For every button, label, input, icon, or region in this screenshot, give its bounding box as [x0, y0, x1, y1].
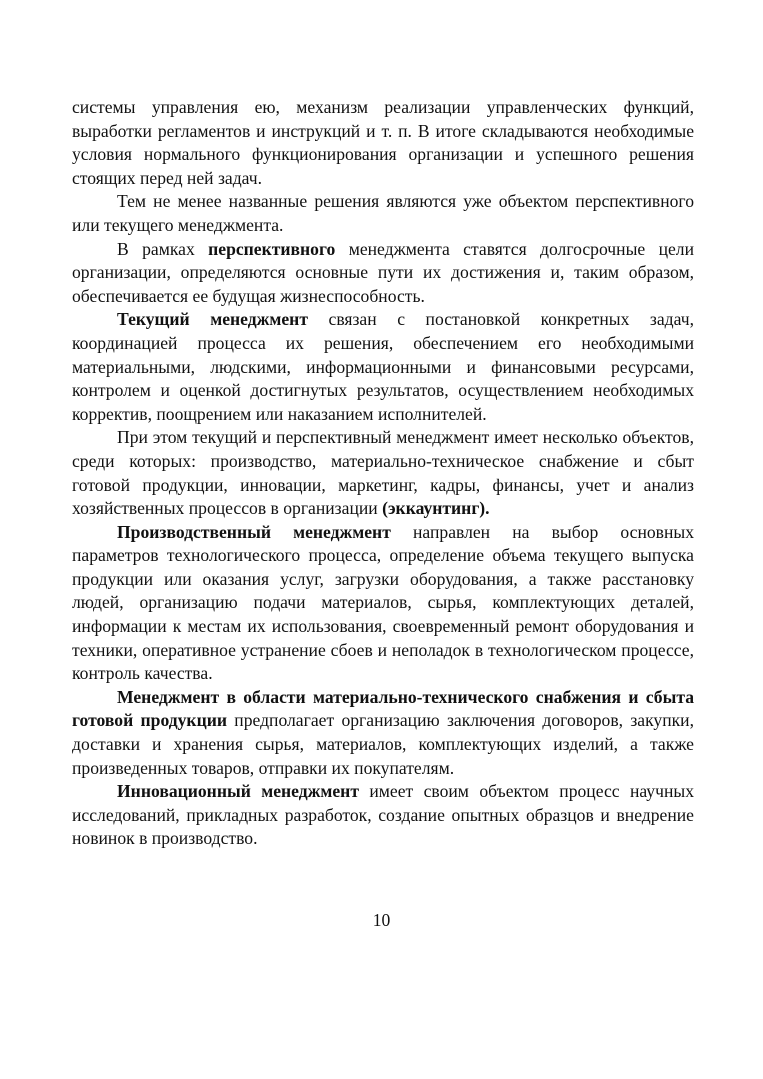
paragraph-2	[72, 190, 694, 237]
paragraph-6-text: направлен на выбор основных параметров технологического процесса, определение объема текущего выпуска продукции или оказания услуг, загрузки оборудования, а также расстановку людей, организацию подачи материалов, сырья, комплектующих деталей, информации к местам их использования, своевременный ремонт оборудования и техники, оперативное устранение сбоев и неполадок в технологическом процессе, контроль качества.	[72, 521, 694, 684]
paragraph-2-text: Тем не менее названные решения являются уже объектом перспективного или текущего менеджмента.	[72, 191, 694, 235]
term-perspective: перспективного	[208, 238, 336, 259]
paragraph-3	[72, 238, 694, 309]
term-accounting: (эккаунтинг).	[382, 498, 490, 519]
paragraph-7-text: предполагает организацию заключения договоров, закупки, доставки и хранения сырья, материалов, комплектующих изделий, а также произведенных товаров, отправки их покупателям.	[72, 710, 694, 778]
paragraph-3-text-b: менеджмента ставятся долгосрочные цели организации, определяются основные пути их достижения и, таким образом, обеспечивается ее будущая жизнеспособность.	[72, 238, 694, 306]
term-current-management: Текущий менеджмент	[117, 309, 308, 330]
paragraph-3-text-a: В рамках	[117, 238, 209, 259]
paragraph-4-text: связан с постановкой конкретных задач, координацией процесса их решения, обеспечением его необходимыми материальными, людскими, информационными и финансовыми ресурсами, контролем и оценкой достигнутых результатов, осуществлением необходимых корректив, поощрением или наказанием исполнителей.	[72, 309, 694, 424]
paragraph-8	[72, 780, 694, 851]
paragraph-1-text: системы управления ею, механизм реализации управленческих функций, выработки регламентов и инструкций и т. п. В итоге складываются необходимые условия нормального функционирования организации и успешного решения стоящих перед ней задач.	[72, 97, 694, 188]
paragraph-1	[72, 96, 694, 190]
page-body	[72, 96, 694, 851]
term-innovation-management: Инновационный менеджмент	[117, 781, 359, 802]
paragraph-7	[72, 686, 694, 780]
term-production-management: Производственный менеджмент	[117, 521, 391, 542]
paragraph-5	[72, 426, 694, 520]
paragraph-5-text: При этом текущий и перспективный менеджмент имеет несколько объектов, среди которых: производство, материально-техническое снабжение и сбыт готовой продукции, инновации, маркетинг, кадры, финансы, учет и анализ хозяйственных процессов в организации	[72, 427, 694, 519]
paragraph-8-text: имеет своим объектом процесс научных исследований, прикладных разработок, создание опытных образцов и внедрение новинок в производство.	[72, 781, 694, 849]
paragraph-4	[72, 308, 694, 426]
term-supply-management: Менеджмент в области материально-технического снабжения и сбыта готовой продукции	[72, 686, 694, 731]
paragraph-6	[72, 521, 694, 686]
page-number: 10	[372, 910, 391, 930]
